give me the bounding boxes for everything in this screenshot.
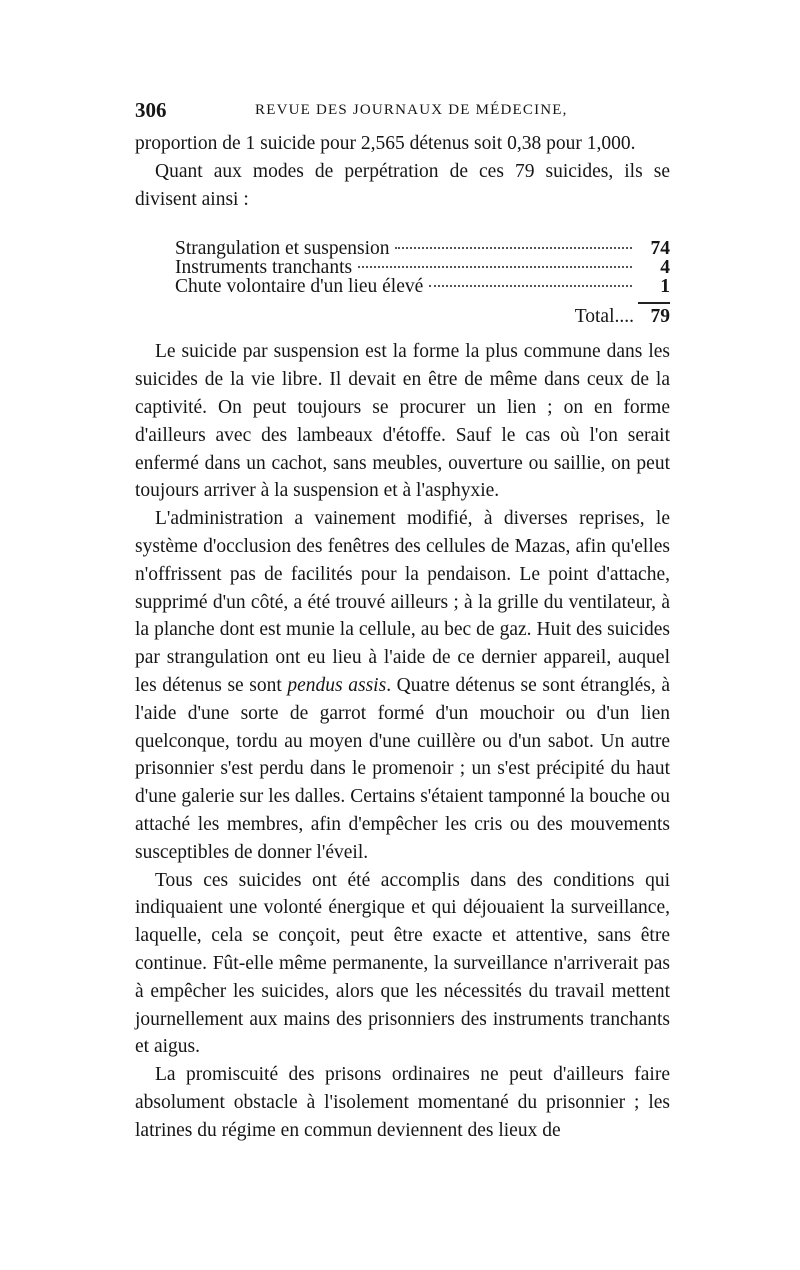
paragraph-surveillance: Tous ces suicides ont été accomplis dans des conditions qui indiquaient une volonté énergique et qui déjouaient la surveillance, laquelle, cela se conçoit, peut être exacte et attentive, sans être continue. Fût-elle même permanente, la surveillance n'arriverait pas à empêcher les suicides, alors que les nécessités du travail mettent journellement aux mains des prisonniers des instruments tranchants et aigus. [135, 869, 670, 1058]
mode-label: Strangulation et suspension [175, 238, 390, 260]
dot-leader [429, 285, 632, 287]
dot-leader [395, 247, 632, 249]
paragraph-suspension: Le suicide par suspension est la forme la plus commune dans les suicides de la vie libre. Il devait en être de même dans ceux de la captivité. On peut toujours se procurer un lien ; on en forme d'ailleurs avec des lambeaux d'étoffe. Sauf le cas où l'on serait enfermé dans un cachot, sans meubles, ouverture ou saillie, on peut toujours arriver à la suspension et à l'asphyxie. [135, 341, 670, 502]
suicide-modes-table [135, 239, 670, 328]
dot-leader [358, 266, 632, 268]
running-header [135, 98, 670, 128]
paragraph-promiscuity: La promiscuité des prisons ordinaires ne peut d'ailleurs faire absolument obstacle à l'isolement momentané du prisonnier ; les latrines du régime en commun deviennent des lieux de [135, 1064, 670, 1141]
table-row [175, 239, 670, 258]
table-row [175, 277, 670, 296]
paragraph-continued: proportion de 1 suicide pour 2,565 détenus soit 0,38 pour 1,000. [135, 133, 636, 154]
page-number: 306 [135, 98, 167, 122]
mode-label: Instruments tranchants [175, 257, 353, 279]
mode-count: 4 [660, 257, 670, 279]
mode-label: Chute volontaire d'un lieu élevé [175, 276, 424, 298]
italic-phrase: pendus assis [287, 674, 387, 696]
table-row [175, 258, 670, 277]
total-count: 79 [638, 302, 670, 330]
table-total-row [175, 302, 670, 328]
mode-count: 74 [650, 238, 670, 260]
body-text [135, 130, 670, 1145]
mode-count: 1 [660, 276, 670, 298]
paragraph-administration [135, 505, 670, 866]
text-run: . Quatre détenus se sont étranglés, à l'aide d'une sorte de garrot formé d'un mouchoir ou d'un lien quelconque, tordu au moyen d'une cuillère ou d'un sabot. Un autre prisonnier s'est perdu dans le promenoir ; un s'est précipité du haut d'une galerie sur les dalles. Certains s'étaient tamponné la bouche ou attaché les membres, afin d'empêcher les cris ou des mouvements susceptibles de donner l'éveil. [135, 674, 670, 863]
paragraph-modes-intro: Quant aux modes de perpétration de ces 79 suicides, ils se divisent ainsi : [135, 160, 670, 210]
text-run: L'administration a vainement modifié, à diverses reprises, le système d'occlusion des fenêtres des cellules de Mazas, afin qu'elles n'offrissent pas de facilités pour la pendaison. Le point d'attache, supprimé d'un côté, a été trouvé ailleurs ; à la grille du ventilateur, à la planche dont est munie la cellule, au bec de gaz. Huit des suicides par strangulation ont eu lieu à l'aide de ce dernier appareil, auquel les détenus se sont [135, 508, 670, 696]
total-label: Total.... [574, 306, 634, 328]
running-title: REVUE DES JOURNAUX DE MÉDECINE, [255, 102, 568, 118]
